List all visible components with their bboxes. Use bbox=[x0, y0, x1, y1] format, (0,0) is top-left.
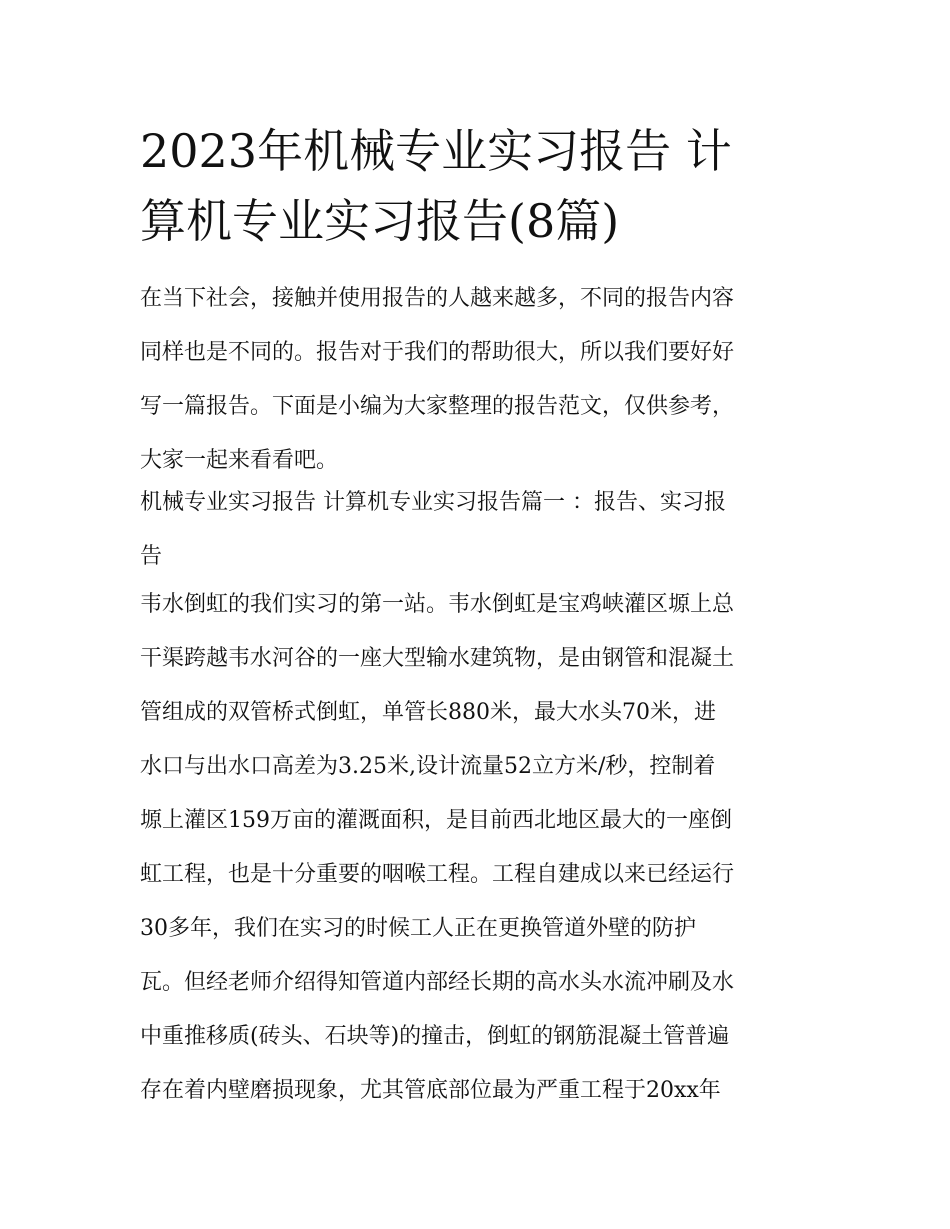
section-heading bbox=[140, 476, 820, 584]
heading-line: 机械专业实习报告 计算机专业实习报告篇一 ：报告、实习报 bbox=[140, 490, 726, 515]
paragraph-line: 塬上灌区159万亩的灌溉面积，是目前西北地区最大的一座倒 bbox=[140, 808, 732, 833]
paragraph-line: 韦水倒虹的我们实习的第一站。韦水倒虹是宝鸡峡灌区塬上总 bbox=[140, 592, 735, 617]
paragraph-line: 存在着内壁磨损现象，尤其管底部位最为严重工程于20xx年 bbox=[140, 1078, 721, 1103]
paragraph-line: 中重推移质(砖头、石块等)的撞击，倒虹的钢筋混凝土管普遍 bbox=[140, 1024, 730, 1049]
paragraph-line: 虹工程，也是十分重要的咽喉工程。工程自建成以来已经运行 bbox=[140, 862, 735, 887]
title-line: 2023年机械专业实习报告 计 bbox=[140, 124, 732, 178]
title-line: 算机专业实习报告(8篇) bbox=[140, 194, 620, 248]
paragraph-line: 水口与出水口高差为3.25米,设计流量52立方米/秒，控制着 bbox=[140, 754, 716, 779]
paragraph-line: 30多年，我们在实习的时候工人正在更换管道外壁的防护 bbox=[140, 916, 696, 941]
intro-paragraph bbox=[140, 272, 820, 488]
heading-line: 告 bbox=[140, 544, 163, 569]
paragraph-line: 管组成的双管桥式倒虹，单管长880米，最大水头70米，进 bbox=[140, 700, 716, 725]
paragraph-line: 写一篇报告。下面是小编为大家整理的报告范文，仅供参考， bbox=[140, 394, 735, 419]
paragraph-line: 大家一起来看看吧。 bbox=[140, 448, 339, 473]
paragraph-line: 瓦。但经老师介绍得知管道内部经长期的高水头水流冲刷及水 bbox=[140, 970, 735, 995]
paragraph-line: 同样也是不同的。报告对于我们的帮助很大，所以我们要好好 bbox=[140, 340, 735, 365]
paragraph-line: 在当下社会，接触并使用报告的人越来越多，不同的报告内容 bbox=[140, 286, 735, 311]
paragraph-line: 干渠跨越韦水河谷的一座大型输水建筑物，是由钢管和混凝土 bbox=[140, 646, 735, 671]
body-paragraph bbox=[140, 578, 820, 1118]
page-title bbox=[140, 116, 820, 256]
